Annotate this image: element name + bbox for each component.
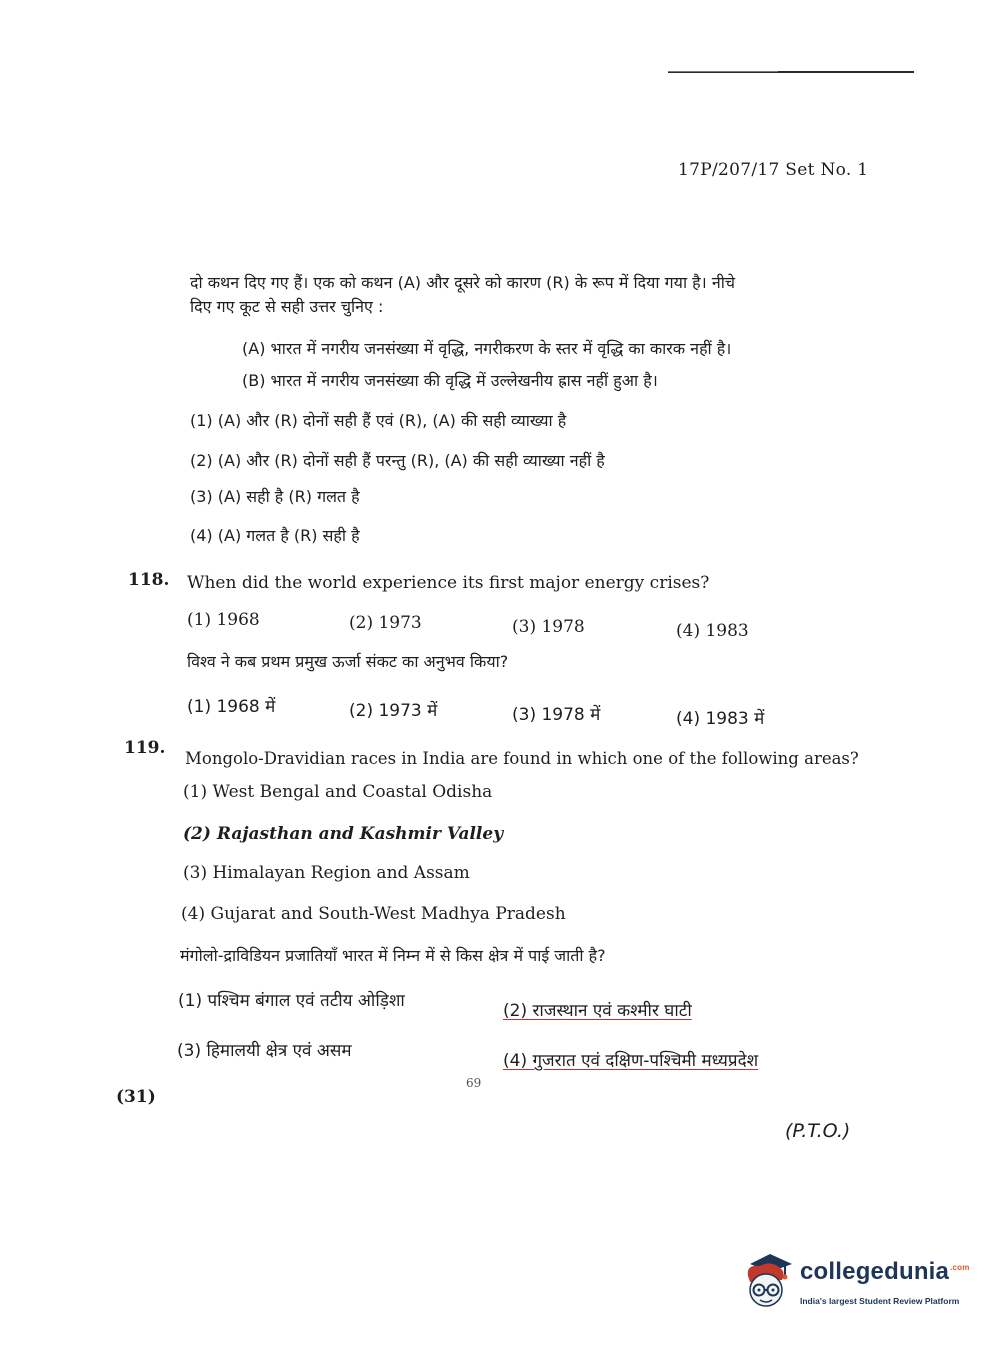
pto-label: (P.T.O.) [785,1120,851,1142]
q118-question-en: When did the world experience its first major energy crises? [187,573,710,593]
q118-option-hi-4: (4) 1983 में [676,709,765,729]
logo-wordmark: collegedunia$^{.com}$ [800,1258,970,1285]
q118-option-hi-3: (3) 1978 में [512,705,601,725]
q117-option-1: (1) (A) और (R) दोनों सही हैं एवं (R), (A) की सही व्याख्या है [190,411,567,430]
q117-option-2: (2) (A) और (R) दोनों सही हैं परन्तु (R), (A) की सही व्याख्या नहीं है [190,451,605,470]
collegedunia-logo [740,1248,970,1318]
top-rule [668,71,914,73]
q119-question-hi: मंगोलो-द्राविडियन प्रजातियाँ भारत में निम्न में से किस क्षेत्र में पाई जाती है? [180,946,606,965]
q119-option-en-3: (3) Himalayan Region and Assam [183,863,470,883]
q119-option-hi-3: (3) हिमालयी क्षेत्र एवं असम [177,1041,352,1061]
q119-option-en-1: (1) West Bengal and Coastal Odisha [183,782,493,802]
q117-intro-line1: दो कथन दिए गए हैं। एक को कथन (A) और दूसरे को कारण (R) के रूप में दिया गया है। नीचे [190,273,736,292]
q119-number: 119. [124,738,166,758]
logo-tagline: India's largest Student Review Platform [800,1296,960,1306]
q119-option-en-2: (2) Rajasthan and Kashmir Valley [183,824,504,844]
q118-question-hi: विश्व ने कब प्रथम प्रमुख ऊर्जा संकट का अनुभव किया? [187,652,509,671]
q117-option-4: (4) (A) गलत है (R) सही है [190,526,360,545]
q119-option-hi-1: (1) पश्चिम बंगाल एवं तटीय ओड़िशा [178,991,405,1011]
q117-statement-a: (A) भारत में नगरीय जनसंख्या में वृद्धि, नगरीकरण के स्तर में वृद्धि का कारक नहीं है। [242,339,732,358]
page-marker: 69 [466,1076,482,1090]
q119-option-hi-2: (2) राजस्थान एवं कश्मीर घाटी [503,1001,692,1021]
q118-option-en-4: (4) 1983 [676,621,749,641]
q118-option-en-2: (2) 1973 [349,613,422,633]
set-code: 17P/207/17 Set No. 1 [678,160,869,180]
q117-statement-b: (B) भारत में नगरीय जनसंख्या की वृद्धि में उल्लेखनीय ह्रास नहीं हुआ है। [242,371,658,390]
q118-option-en-1: (1) 1968 [187,610,260,630]
q119-question-en: Mongolo-Dravidian races in India are found in which one of the following areas? [185,749,859,768]
mascot-icon [740,1250,798,1314]
q119-option-en-4: (4) Gujarat and South-West Madhya Pradesh [181,904,566,924]
q118-option-hi-2: (2) 1973 में [349,701,438,721]
page-number: (31) [116,1087,156,1107]
q117-option-3: (3) (A) सही है (R) गलत है [190,487,360,506]
q118-option-hi-1: (1) 1968 में [187,697,276,717]
q118-option-en-3: (3) 1978 [512,617,585,637]
q118-number: 118. [128,570,170,590]
q119-option-hi-4: (4) गुजरात एवं दक्षिण-पश्चिमी मध्यप्रदेश [503,1051,759,1071]
q117-intro-line2: दिए गए कूट से सही उत्तर चुनिए : [190,297,384,316]
